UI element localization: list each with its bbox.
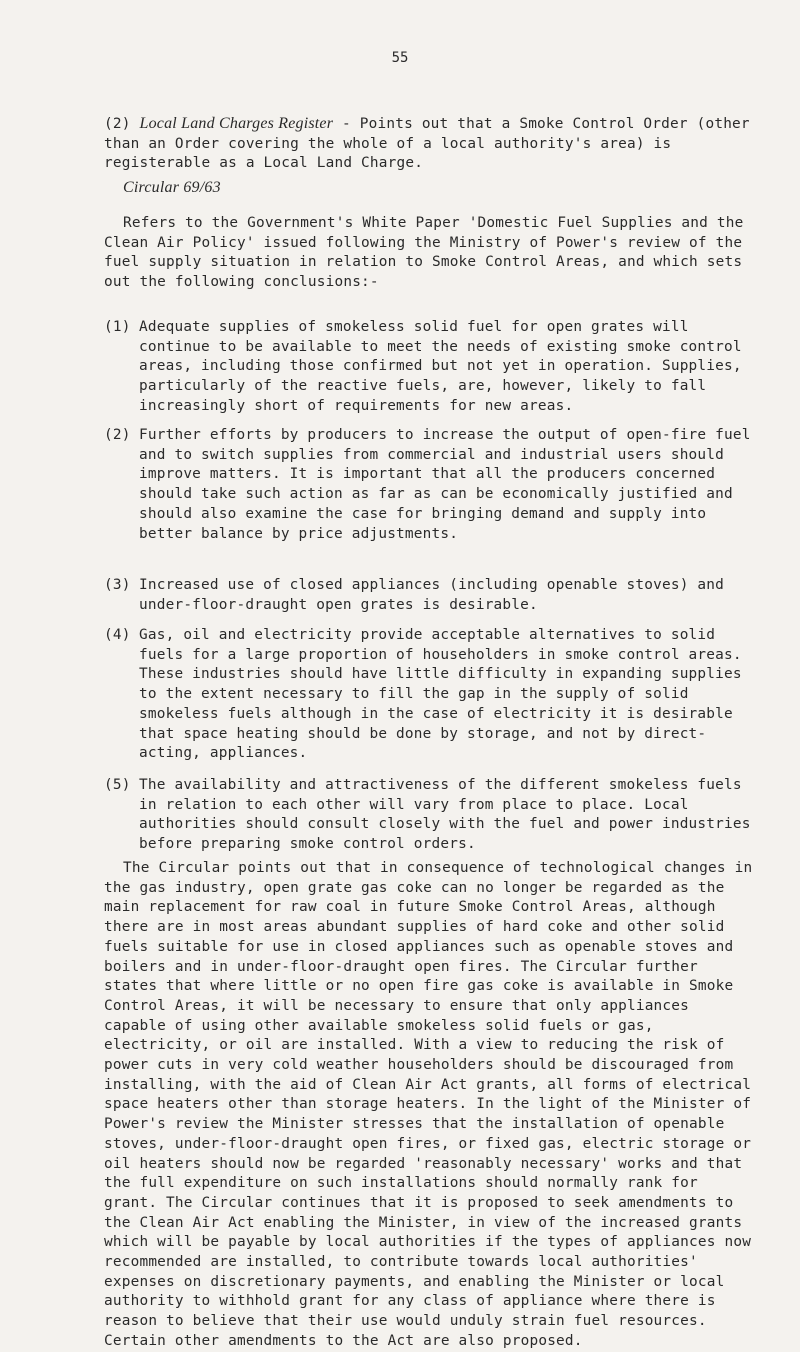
conclusion-item (104, 626, 754, 764)
page-number: 55 (391, 50, 409, 66)
conclusion-number: (3) (104, 577, 131, 593)
section-heading: Local Land Charges Register (139, 115, 334, 132)
conclusion-item (104, 576, 754, 615)
conclusion-number: (1) (104, 319, 131, 335)
circular-intro: Refers to the Government's White Paper 'Domestic Fuel Supplies and the Clean Air Policy' issued following the Ministry of Power's review of the fuel supply situation in relation to Smoke Control Areas, and which sets out the following conclusions:- (104, 215, 744, 291)
conclusion-text: Further efforts by producers to increase the output of open-fire fuel and to switch supplies from commercial and industrial users should improve matters. It is important that all the producers concerned should take such action as far as can be economically justified and should also examine the case for bringing demand and supply into better balance by price adjustments. (139, 427, 751, 542)
conclusion-number: (4) (104, 627, 131, 643)
conclusion-text: The availability and attractiveness of the different smokeless fuels in relation to each other will vary from place to place. Local authorities should consult closely with the fuel and power industries before preparing smoke control orders. (139, 777, 751, 853)
circular-reference: Circular 69/63 (123, 179, 221, 196)
closing-paragraph: The Circular points out that in consequence of technological changes in the gas industry, open grate gas coke can no longer be regarded as the main replacement for raw coal in future Smoke Control Areas, although there are in most areas abundant supplies of hard coke and other solid fuels suitable for use in closed appliances such as openable stoves and boilers and in under-floor-draught open fires. The Circular further states that where little or no open fire gas coke is available in Smoke Control Areas, it will be necessary to ensure that only appliances capable of using other available smokeless solid fuels or gas, electricity, or oil are installed. With a view to reducing the risk of power cuts in very cold weather householders should be discouraged from installing, with the aid of Clean Air Act grants, all forms of electrical space heaters other than storage heaters. In the light of the Minister of Power's review the Minister stresses that the installation of openable stoves, under-floor-draught open fires, or fixed gas, electric storage or oil heaters should now be regarded 'reasonably necessary' works and that the full expenditure on such installations should normally rank for grant. The Circular continues that it is proposed to seek amendments to the Clean Air Act enabling the Minister, in view of the increased grants which will be payable by local authorities if the types of appliances now recommended are installed, to contribute towards local authorities' expenses on discretionary payments, and enabling the Minister or local authority to withhold grant for any class of appliance where there is reason to believe that their use would unduly strain fuel resources. Certain other amendments to the Act are also proposed. (104, 860, 753, 1349)
conclusion-item (104, 776, 754, 855)
conclusion-item (104, 318, 754, 417)
conclusion-text: Gas, oil and electricity provide acceptable alternatives to solid fuels for a large proportion of householders in smoke control areas. These industries should have little difficulty in expanding supplies to the extent necessary to fill the gap in the supply of solid smokeless fuels although in the case of electricity it is desirable that space heating should be done by storage, and not by direct-acting, appliances. (139, 627, 742, 762)
section-local-land-charges (104, 114, 754, 174)
conclusion-item (104, 426, 754, 544)
conclusion-text: Increased use of closed appliances (including openable stoves) and under-floor-draught open grates is desirable. (139, 577, 725, 613)
conclusion-number: (2) (104, 427, 131, 443)
section-number: (2) (104, 116, 131, 132)
conclusion-text: Adequate supplies of smokeless solid fuel for open grates will continue to be available to meet the needs of existing smoke control areas, including those confirmed but not yet in operation. Supplies, particularly of the reactive fuels, are, however, likely to fall increasingly short of requirements for new areas. (139, 319, 742, 414)
conclusion-number: (5) (104, 777, 131, 793)
section-body: - Points out that a Smoke Control Order (other than an Order covering the whole of a local authority's area) is registerable as a Local Land Charge. (104, 116, 750, 172)
